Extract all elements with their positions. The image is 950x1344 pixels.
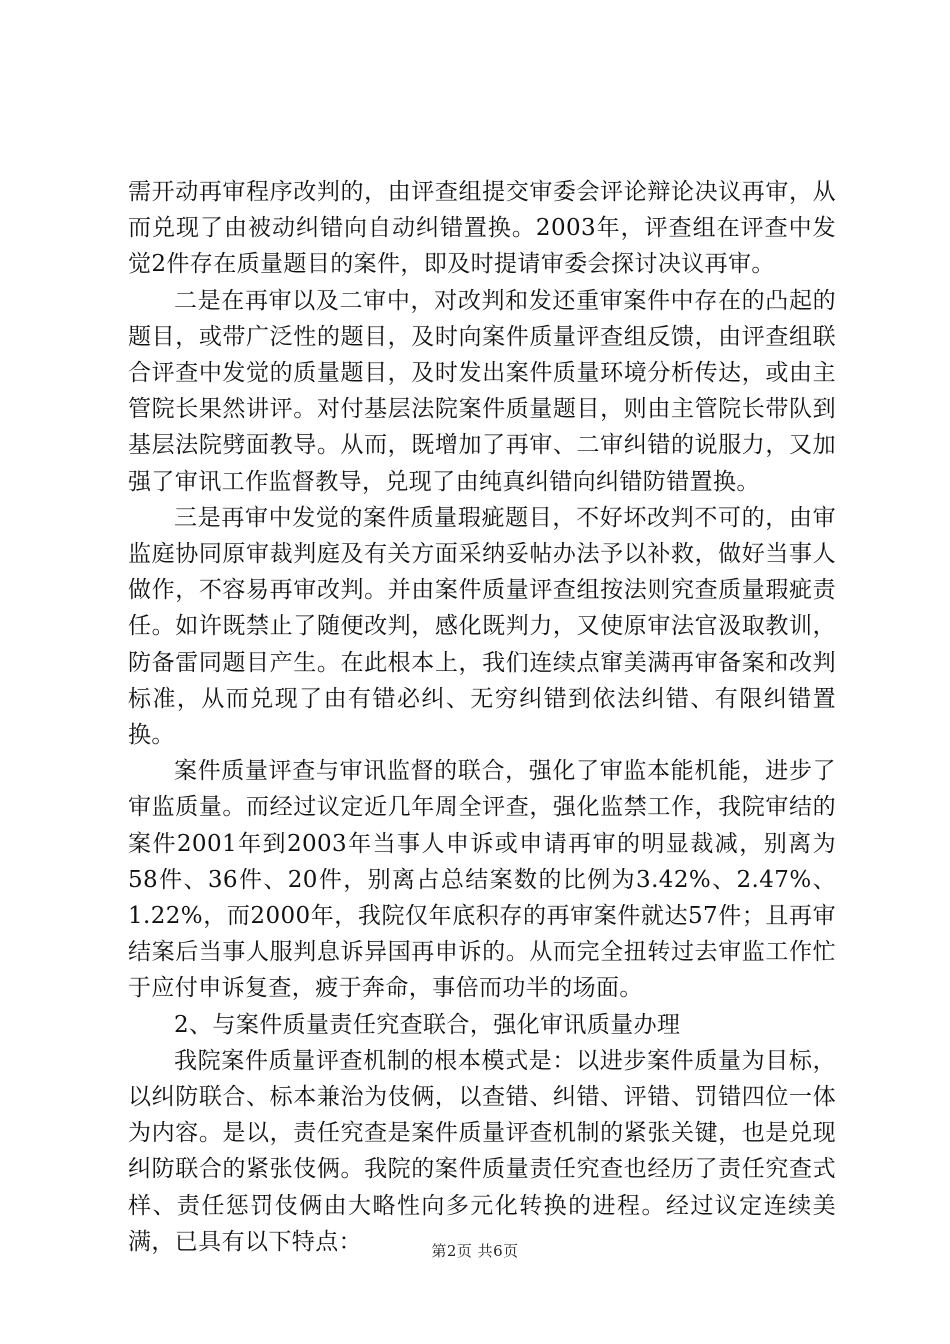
paragraph-summary: 案件质量评查与审讯监督的联合，强化了审监本能机能，进步了审监质量。而经过议定近几年周全评查，强化监禁工作，我院审结的案件2001年到2003年当事人申诉或申请再审的明显裁减，别离为58件、36件、20件，别离占总结案数的比例为3.42%、2.47%、1.22%，而2000年，我院仅年底积存的再审案件就达57件；且再审结案后当事人服判息诉异国再申诉的。从而完全扭转过去审监工作忙于应付申诉复查，疲于奔命，事倍而功半的场面。 <box>128 758 836 1002</box>
paragraph-point-two: 二是在再审以及二审中，对改判和发还重审案件中存在的凸起的题目，或带广泛性的题目，及时向案件质量评查组反馈，由评查组联合评查中发觉的质量题目，及时发出案件质量环境分析传达，或由主管院长果然讲评。对付基层法院案件质量题目，则由主管院长带队到基层法院劈面教导。从而，既增加了再审、二审纠错的说服力，又加强了审讯工作监督教导，兑现了由纯真纠错向纠错防错置换。 <box>128 287 836 495</box>
paragraph-mechanism: 我院案件质量评查机制的根本模式是：以进步案件质量为目标，以纠防联合、标本兼治为伎俩，以查错、纠错、评错、罚错四位一体为内容。是以，责任究查是案件质量评查机制的紧张关键，也是兑现纠防联合的紧张伎俩。我院的案件质量责任究查也经历了责任究查式样、责任惩罚伎俩由大略性向多元化转换的进程。经过议定连续美满，已具有以下特点： <box>128 1047 836 1255</box>
document-body <box>128 174 836 1260</box>
section-heading: 2、与案件质量责任究查联合，强化审讯质量办理 <box>174 1011 681 1038</box>
paragraph-continuation: 需开动再审程序改判的，由评查组提交审委会评论辩论决议再审，从而兑现了由被动纠错向自动纠错置换。2003年，评查组在评查中发觉2件存在质量题目的案件，即及时提请审委会探讨决议再审。 <box>128 179 836 278</box>
paragraph-point-three: 三是再审中发觉的案件质量瑕疵题目，不好坏改判不可的，由审监庭协同原审裁判庭及有关方面采纳妥帖办法予以补救，做好当事人做作，不容易再审改判。并由案件质量评查组按法则究查质量瑕疵责任。如许既禁止了随便改判，感化既判力，又使原审法官汲取教训，防备雷同题目产生。在此根本上，我们连续点窜美满再审备案和改判标准，从而兑现了由有错必纠、无穷纠错到依法纠错、有限纠错置换。 <box>128 504 836 749</box>
page-number: 第2页 共6页 <box>431 1242 519 1260</box>
